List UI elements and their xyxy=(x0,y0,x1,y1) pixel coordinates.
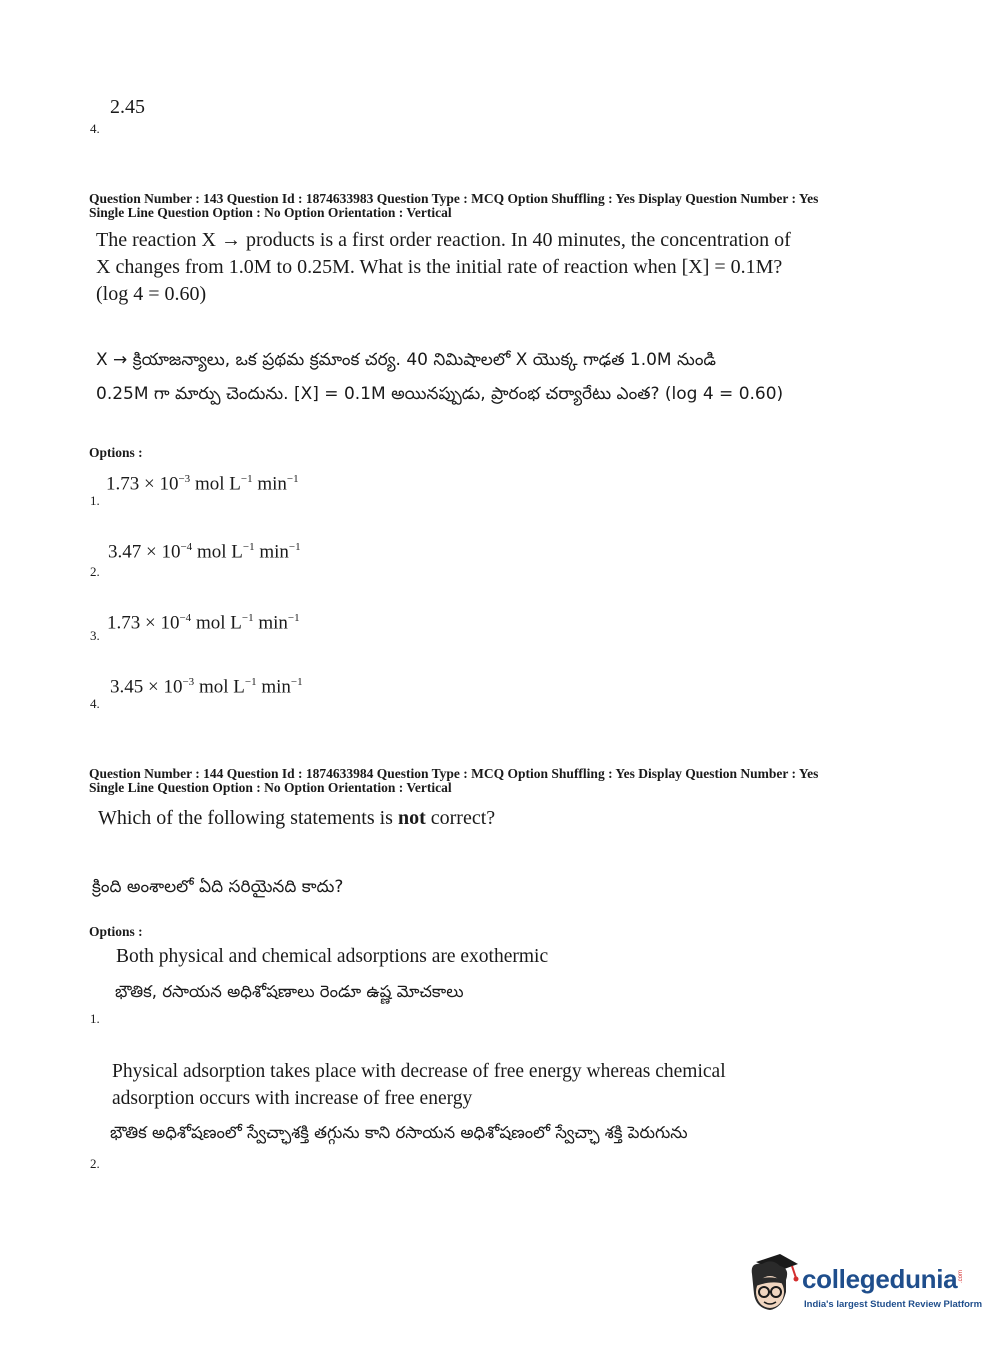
option-exp: −1 xyxy=(240,473,253,485)
option-coef: 3.47 × 10 xyxy=(108,541,181,563)
q143-text-line1: The reaction X → products is a first order reaction. In 40 minutes, the concentration of xyxy=(96,229,791,251)
q143-question-text xyxy=(96,227,791,308)
q144-option-1-text[interactable]: Both physical and chemical adsorptions are exothermic xyxy=(116,946,549,967)
option-unit: min xyxy=(253,612,288,634)
q143-telugu-line1: X → క్రియాజన్యాలు, ఒక ప్రథమ క్రమాంక చర్య. 40 నిమిషాలలో X యొక్క గాఢత 1.0M నుండి xyxy=(96,350,717,370)
option-exp: −1 xyxy=(287,612,300,624)
q143-option-3-number: 3. xyxy=(90,628,100,643)
q144-question-text xyxy=(98,805,495,832)
option-exp: −3 xyxy=(178,473,191,485)
q144-option-1-number: 1. xyxy=(90,1011,100,1026)
q143-telugu-text xyxy=(96,343,783,411)
q143-option-4-number: 4. xyxy=(90,696,100,711)
option-unit: mol L xyxy=(191,612,242,634)
option-coef: 3.45 × 10 xyxy=(110,676,183,698)
q144-telugu-text: క్రింది అంశాలలో ఏది సరియైనది కాదు? xyxy=(92,877,344,897)
prev-option-value: 2.45 xyxy=(110,96,145,118)
option-unit: mol L xyxy=(194,676,245,698)
option-exp: −4 xyxy=(180,541,193,553)
q143-option-3-text[interactable] xyxy=(107,612,300,634)
option-exp: −1 xyxy=(241,612,254,624)
logo-tagline: India's largest Student Review Platform xyxy=(804,1299,983,1310)
q143-option-1-text[interactable] xyxy=(106,473,299,495)
logo-wordmark: collegedunia xyxy=(802,1264,958,1294)
logo-suffix-text: .com xyxy=(958,1270,964,1284)
q143-text-line3: (log 4 = 0.60) xyxy=(96,283,207,305)
q144-meta-line2: Single Line Question Option : No Option Orientation : Vertical xyxy=(89,780,452,795)
option-unit: mol L xyxy=(190,473,241,495)
option-unit: min xyxy=(256,676,291,698)
option-exp: −1 xyxy=(242,541,255,553)
q144-option-2-line2: adsorption occurs with increase of free energy xyxy=(112,1088,473,1109)
option-coef: 1.73 × 10 xyxy=(106,473,179,495)
q144-option-2-number: 2. xyxy=(90,1156,100,1171)
q144-option-2-telugu: భౌతిక అధిశోషణంలో స్వేచ్ఛాశక్తి తగ్గును కాని రసాయన అధిశోషణంలో స్వేచ్ఛా శక్తి పెరుగును xyxy=(110,1123,688,1142)
option-unit: min xyxy=(252,473,287,495)
q144-meta-line1: Question Number : 144 Question Id : 1874633984 Question Type : MCQ Option Shuffling : Yes Display Question Number : Yes xyxy=(89,766,819,781)
q143-option-4-text[interactable] xyxy=(110,676,303,698)
option-coef: 1.73 × 10 xyxy=(107,612,180,634)
option-exp: −3 xyxy=(182,676,195,688)
q144-options-label: Options : xyxy=(89,924,143,939)
q144-text-post: correct? xyxy=(425,807,496,829)
q143-text-line2: X changes from 1.0M to 0.25M. What is the initial rate of reaction when [X] = 0.1M? xyxy=(96,256,783,278)
q143-options-label: Options : xyxy=(89,445,143,460)
option-unit: min xyxy=(254,541,289,563)
q144-option-1-telugu: భౌతిక, రసాయన అధిశోషణాలు రెండూ ఉష్ణ మోచకాలు xyxy=(115,982,464,1001)
prev-option-number: 4. xyxy=(90,121,100,136)
q143-option-1-number: 1. xyxy=(90,493,100,508)
q144-option-2-line1: Physical adsorption takes place with decrease of free energy whereas chemical xyxy=(112,1061,726,1082)
q143-meta-line1: Question Number : 143 Question Id : 1874633983 Question Type : MCQ Option Shuffling : Yes Display Question Number : Yes xyxy=(89,191,819,206)
option-exp: −1 xyxy=(288,541,301,553)
q143-meta-line2: Single Line Question Option : No Option Orientation : Vertical xyxy=(89,205,452,220)
q144-text-pre: Which of the following statements is xyxy=(98,807,398,829)
q143-option-2-text[interactable] xyxy=(108,541,301,563)
option-exp: −1 xyxy=(290,676,303,688)
option-exp: −4 xyxy=(179,612,192,624)
option-exp: −1 xyxy=(244,676,257,688)
logo-mascot-icon xyxy=(742,1252,804,1318)
logo-suffix xyxy=(958,1270,966,1290)
q143-option-2-number: 2. xyxy=(90,564,100,579)
q144-option-2-text[interactable] xyxy=(112,1058,726,1112)
q143-telugu-line2: 0.25M గా మార్పు చెందును. [X] = 0.1M అయినప్పుడు, ప్రారంభ చర్యారేటు ఎంత? (log 4 = 0.60) xyxy=(96,384,784,404)
q144-text-bold: not xyxy=(397,807,426,829)
option-unit: mol L xyxy=(192,541,243,563)
option-exp: −1 xyxy=(286,473,299,485)
